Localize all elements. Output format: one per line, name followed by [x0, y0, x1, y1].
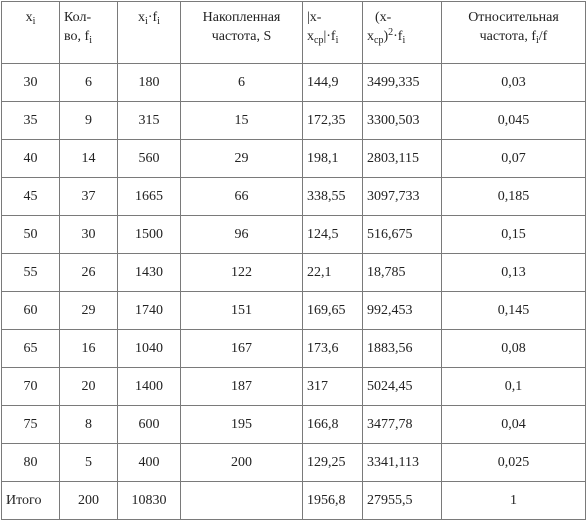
- cell-relative-frequency: 0,025: [442, 444, 586, 482]
- cell-count: 26: [60, 254, 118, 292]
- cell-relative-frequency: 0,03: [442, 64, 586, 102]
- cell-xi: 40: [2, 140, 60, 178]
- cell-cumulative-frequency: 6: [181, 64, 303, 102]
- cell-cumulative-frequency: 29: [181, 140, 303, 178]
- cell-relative-frequency: 0,1: [442, 368, 586, 406]
- cell-xi: 35: [2, 102, 60, 140]
- cell-count: 9: [60, 102, 118, 140]
- cell-xi: 80: [2, 444, 60, 482]
- cell-squared-deviation: 3300,503: [363, 102, 442, 140]
- cell-cumulative-frequency: 167: [181, 330, 303, 368]
- cell-xi-fi: 1740: [118, 292, 181, 330]
- cell-cumulative-frequency: 187: [181, 368, 303, 406]
- cell-count: 29: [60, 292, 118, 330]
- cell-squared-deviation: 2803,115: [363, 140, 442, 178]
- cell-squared-deviation: 27955,5: [363, 482, 442, 520]
- cell-cumulative-frequency: [181, 482, 303, 520]
- cell-abs-deviation: 144,9: [303, 64, 363, 102]
- cell-abs-deviation: 1956,8: [303, 482, 363, 520]
- table-row: [2, 102, 586, 140]
- cell-abs-deviation: 317: [303, 368, 363, 406]
- table-row: [2, 216, 586, 254]
- cell-relative-frequency: 0,185: [442, 178, 586, 216]
- cell-relative-frequency: 0,15: [442, 216, 586, 254]
- table-row: [2, 254, 586, 292]
- table-row: [2, 330, 586, 368]
- table-row: [2, 406, 586, 444]
- cell-xi: 30: [2, 64, 60, 102]
- table-row: [2, 292, 586, 330]
- cell-abs-deviation: 22,1: [303, 254, 363, 292]
- header-squared-deviation: (x- $x_{ср})^2\cdot f_i$: [363, 2, 442, 64]
- cell-xi: 60: [2, 292, 60, 330]
- cell-xi: Итого: [2, 482, 60, 520]
- cell-xi: 70: [2, 368, 60, 406]
- cell-relative-frequency: 0,045: [442, 102, 586, 140]
- header-cumulative-frequency: Накопленная частота, S: [181, 2, 303, 64]
- cell-count: 20: [60, 368, 118, 406]
- total-row: [2, 482, 586, 520]
- table-row: [2, 444, 586, 482]
- cell-xi-fi: 1430: [118, 254, 181, 292]
- header-abs-deviation: |x- $x_{ср}|\cdot f_i$: [303, 2, 363, 64]
- cell-abs-deviation: 338,55: [303, 178, 363, 216]
- cell-count: 14: [60, 140, 118, 178]
- cell-xi-fi: 1400: [118, 368, 181, 406]
- cell-xi: 75: [2, 406, 60, 444]
- cell-squared-deviation: 516,675: [363, 216, 442, 254]
- cell-abs-deviation: 173,6: [303, 330, 363, 368]
- cell-xi-fi: 1665: [118, 178, 181, 216]
- cell-xi: 50: [2, 216, 60, 254]
- cell-relative-frequency: 0,145: [442, 292, 586, 330]
- cell-squared-deviation: 3499,335: [363, 64, 442, 102]
- cell-relative-frequency: 1: [442, 482, 586, 520]
- cell-count: 6: [60, 64, 118, 102]
- table-row: [2, 140, 586, 178]
- cell-xi: 55: [2, 254, 60, 292]
- cell-abs-deviation: 198,1: [303, 140, 363, 178]
- cell-count: 30: [60, 216, 118, 254]
- cell-squared-deviation: 3097,733: [363, 178, 442, 216]
- cell-count: 37: [60, 178, 118, 216]
- cell-xi-fi: 180: [118, 64, 181, 102]
- cell-abs-deviation: 169,65: [303, 292, 363, 330]
- header-xi-fi: $x_i\cdot f_i$: [118, 2, 181, 64]
- cell-xi-fi: 1500: [118, 216, 181, 254]
- cell-abs-deviation: 166,8: [303, 406, 363, 444]
- cell-relative-frequency: 0,07: [442, 140, 586, 178]
- cell-xi: 45: [2, 178, 60, 216]
- cell-relative-frequency: 0,08: [442, 330, 586, 368]
- cell-squared-deviation: 18,785: [363, 254, 442, 292]
- cell-xi: 65: [2, 330, 60, 368]
- cell-xi-fi: 560: [118, 140, 181, 178]
- cell-abs-deviation: 129,25: [303, 444, 363, 482]
- cell-abs-deviation: 172,35: [303, 102, 363, 140]
- cell-count: 5: [60, 444, 118, 482]
- cell-cumulative-frequency: 15: [181, 102, 303, 140]
- cell-xi-fi: 400: [118, 444, 181, 482]
- cell-cumulative-frequency: 96: [181, 216, 303, 254]
- cell-squared-deviation: 3341,113: [363, 444, 442, 482]
- cell-xi-fi: 600: [118, 406, 181, 444]
- cell-cumulative-frequency: 195: [181, 406, 303, 444]
- frequency-table: [1, 1, 586, 520]
- cell-count: 16: [60, 330, 118, 368]
- cell-count: 8: [60, 406, 118, 444]
- cell-squared-deviation: 5024,45: [363, 368, 442, 406]
- cell-xi-fi: 315: [118, 102, 181, 140]
- cell-squared-deviation: 992,453: [363, 292, 442, 330]
- cell-cumulative-frequency: 200: [181, 444, 303, 482]
- cell-xi-fi: 1040: [118, 330, 181, 368]
- header-row: [2, 2, 586, 64]
- cell-cumulative-frequency: 66: [181, 178, 303, 216]
- cell-relative-frequency: 0,04: [442, 406, 586, 444]
- cell-cumulative-frequency: 122: [181, 254, 303, 292]
- cell-abs-deviation: 124,5: [303, 216, 363, 254]
- header-count: Кол- во, $f_i$: [60, 2, 118, 64]
- cell-squared-deviation: 3477,78: [363, 406, 442, 444]
- cell-xi-fi: 10830: [118, 482, 181, 520]
- table-row: [2, 368, 586, 406]
- cell-squared-deviation: 1883,56: [363, 330, 442, 368]
- cell-relative-frequency: 0,13: [442, 254, 586, 292]
- header-xi: $x_i$: [2, 2, 60, 64]
- cell-count: 200: [60, 482, 118, 520]
- header-relative-frequency: Относительная частота, $f_i/f$: [442, 2, 586, 64]
- table-row: [2, 178, 586, 216]
- cell-cumulative-frequency: 151: [181, 292, 303, 330]
- table-row: [2, 64, 586, 102]
